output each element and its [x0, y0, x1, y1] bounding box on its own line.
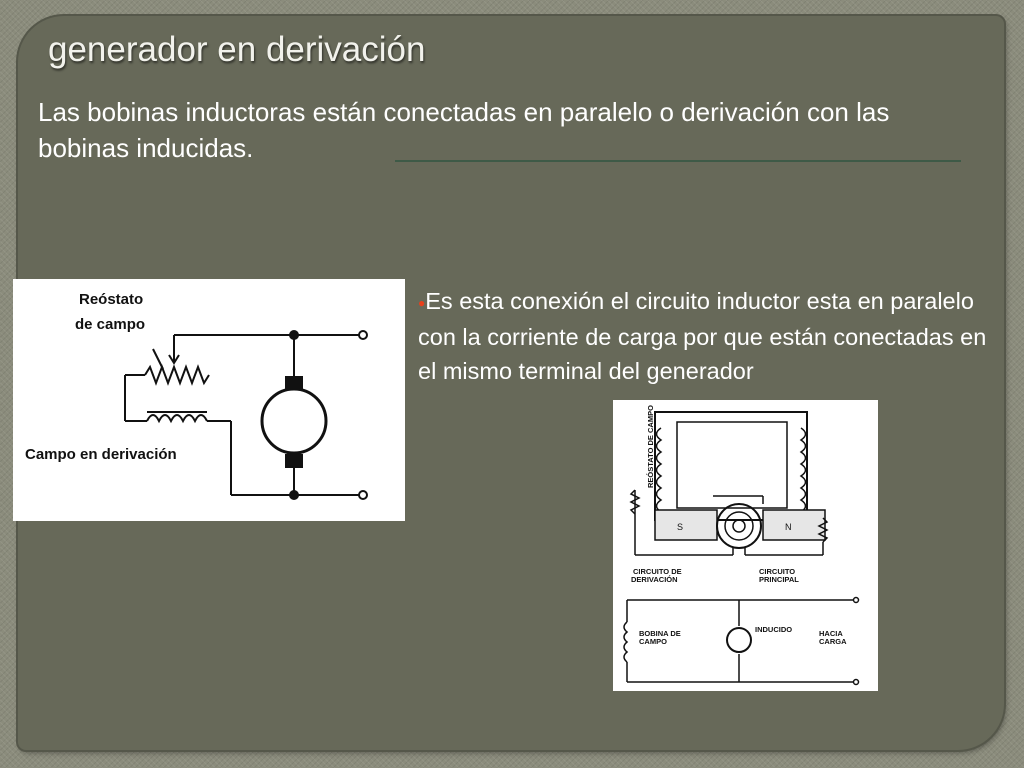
left-field-coil: [657, 428, 662, 512]
main-circuit-label-1: CIRCUITO: [759, 567, 796, 576]
title-underline: [395, 160, 961, 162]
shunt-generator-construction-diagram: [613, 400, 878, 691]
load-label-2: CARGA: [819, 637, 847, 646]
bullet-paragraph: [418, 284, 998, 388]
pole-s-label: S: [677, 522, 684, 532]
pole-s: [655, 510, 717, 540]
rheostat-label-2: de campo: [75, 316, 146, 333]
schematic-drawing: [13, 279, 405, 521]
construction-rheostat-label: REÓSTATO DE CAMPO: [646, 405, 655, 488]
bullet-text: Es esta conexión el circuito inductor esta en paralelo con la corriente de carga por que están conectadas en el mismo terminal del generador: [418, 288, 987, 384]
brush-bottom: [286, 455, 302, 467]
shunt-circuit-label-2: DERIVACIÓN: [631, 575, 678, 584]
shunt-circuit-label-1: CIRCUITO DE: [633, 567, 682, 576]
field-coil-label-2: CAMPO: [639, 637, 667, 646]
armature-core: [733, 520, 745, 532]
armature-label: INDUCIDO: [755, 625, 793, 634]
slide-title: generador en derivación: [48, 30, 426, 69]
main-circuit-label-2: PRINCIPAL: [759, 575, 799, 584]
bottom-terminal: [359, 491, 367, 499]
rheostat-label-1: Reóstato: [79, 291, 144, 308]
field-coil: [147, 415, 207, 421]
lower-armature: [727, 628, 751, 652]
yoke-inner: [677, 422, 787, 508]
lower-field-coil: [624, 622, 627, 662]
field-coil-label-1: BOBINA DE: [639, 629, 681, 638]
armature-circle: [262, 389, 326, 453]
field-label: Campo en derivación: [25, 446, 177, 463]
brush-top: [286, 377, 302, 389]
intro-text: Las bobinas inductoras están conectadas en paralelo o derivación con las bobinas inducidas.: [38, 97, 890, 163]
load-label-1: HACIA: [819, 629, 843, 638]
shunt-generator-schematic: [13, 279, 405, 521]
right-field-coil: [801, 428, 806, 512]
armature-inner: [725, 512, 753, 540]
bullet-dot-icon: ●: [418, 295, 426, 310]
top-terminal: [359, 331, 367, 339]
construction-drawing: [613, 400, 878, 691]
rheostat-resistor: [145, 367, 209, 383]
armature-outer: [717, 504, 761, 548]
pole-n-label: N: [785, 522, 792, 532]
yoke-outer: [655, 412, 807, 520]
pole-n: [763, 510, 825, 540]
